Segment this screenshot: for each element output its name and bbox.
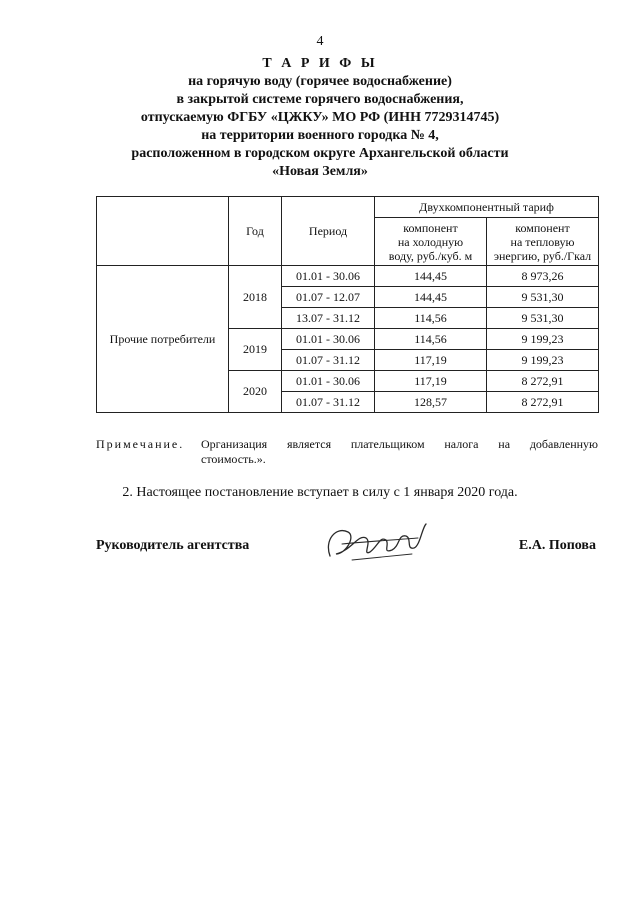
heat-cell: 9 199,23 [487,350,599,371]
header-cold-water-component: компонент на холодную воду, руб./куб. м [375,218,487,266]
note-text-continued: стоимость.». [201,452,266,466]
heat-cell: 9 199,23 [487,329,599,350]
tariff-table [96,196,599,413]
cold-water-cell: 128,57 [375,392,487,413]
title-line: на горячую воду (горячее водоснабжение) [188,74,452,89]
page-number: 4 [316,34,324,49]
title-block [60,55,580,181]
signer-title: Руководитель агентства [96,538,250,553]
heat-cell: 8 973,26 [487,266,599,287]
period-cell: 01.01 - 30.06 [282,329,375,350]
header-heat-component: компонент на тепловую энергию, руб./Гкал [487,218,599,266]
consumer-cell: Прочие потребители [97,266,229,413]
table-row [97,266,599,287]
title-line: на территории военного городка № 4, [201,128,439,143]
title-line: расположенном в городском округе Архангельской области [131,146,509,161]
period-cell: 01.07 - 31.12 [282,350,375,371]
note-text: Организация является плательщиком налога на добавленную [201,437,598,451]
heat-cell: 9 531,30 [487,287,599,308]
header-year: Год [229,197,282,266]
cold-water-cell: 144,45 [375,287,487,308]
decree-paragraph: 2. Настоящее постановление вступает в силу с 1 января 2020 года. [122,485,518,500]
title-line: в закрытой системе горячего водоснабжения, [176,92,464,107]
header-period: Период [282,197,375,266]
period-cell: 01.07 - 12.07 [282,287,375,308]
year-cell: 2020 [229,371,282,413]
title-heading: Т А Р И Ф Ы [262,56,378,71]
heat-cell: 9 531,30 [487,308,599,329]
title-line: отпускаемую ФГБУ «ЦЖКУ» МО РФ (ИНН 7729314745) [140,110,500,125]
header-two-component: Двухкомпонентный тариф [375,197,599,218]
period-cell: 01.01 - 30.06 [282,266,375,287]
signature-icon [322,520,432,564]
title-line: «Новая Земля» [272,164,368,179]
note-label: Примечание. [96,437,185,451]
cold-water-cell: 117,19 [375,350,487,371]
period-cell: 01.07 - 31.12 [282,392,375,413]
period-cell: 01.01 - 30.06 [282,371,375,392]
heat-cell: 8 272,91 [487,392,599,413]
year-cell: 2019 [229,329,282,371]
header-blank [97,197,229,266]
year-cell: 2018 [229,266,282,329]
heat-cell: 8 272,91 [487,371,599,392]
period-cell: 13.07 - 31.12 [282,308,375,329]
cold-water-cell: 114,56 [375,308,487,329]
signer-name: Е.А. Попова [518,538,596,553]
cold-water-cell: 117,19 [375,371,487,392]
cold-water-cell: 144,45 [375,266,487,287]
cold-water-cell: 114,56 [375,329,487,350]
